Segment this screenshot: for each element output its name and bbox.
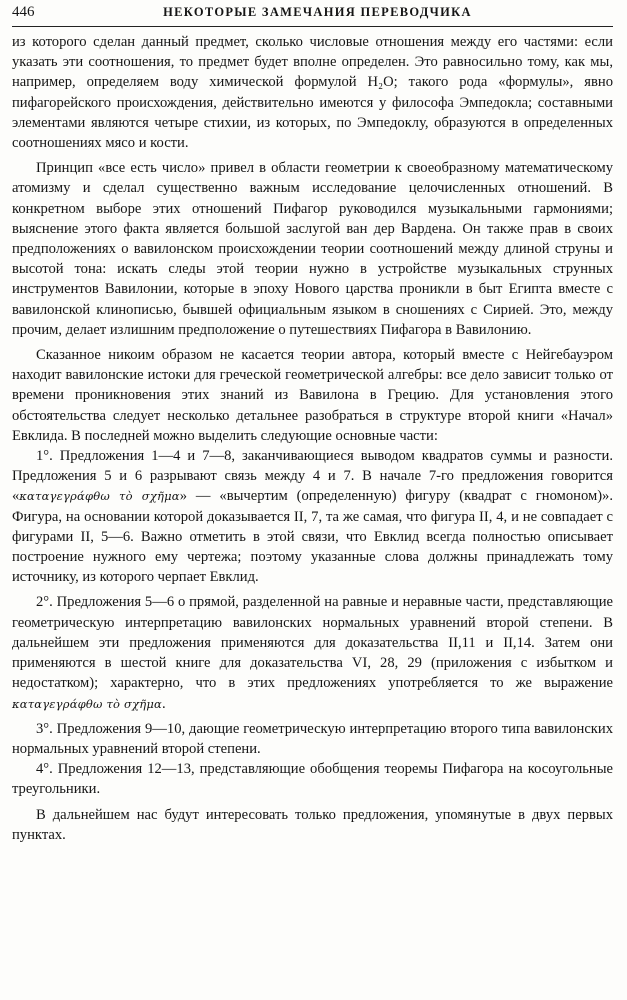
item-2 <box>12 592 613 713</box>
page-header <box>12 4 613 27</box>
item-1 <box>12 446 613 587</box>
paragraph-closing: В дальнейшем нас будут интересовать только предложения, упомянутые в двух первых пунктах. <box>12 806 613 843</box>
item-3: 3°. Предложения 9—10, дающие геометрическую интерпретацию второго типа вавилонских нормальных уравнений второй степени. <box>12 720 613 757</box>
paragraph-neugebauer: Сказанное никоим образом не касается теории автора, который вместе с Нейгебауэром находит вавилонские истоки для греческой геометрической алгебры: все дело зависит только от времени проникновения этих знаний из Вавилона в Грецию. Для установления этого обстоятельства следует несколько детальнее разобраться в структуре второй книги «Начал» Евклида. В последней можно выделить следующие основные части: <box>12 347 613 444</box>
running-title: НЕКОТОРЫЕ ЗАМЕЧАНИЯ ПЕРЕВОДЧИКА <box>163 5 472 19</box>
item-1-text-b: » — «вычертим (определенную) фигуру (квадрат с гномоном)». Фигура, на основании которой доказывается II, 7, та же самая, что фигура II, 4, и не совпадает с фигурами II, 5—6. Важно отметить в этой связи, что Евклид всегда полностью описывает построение нужного ему чертежа; поэтому указанные слова должны принадлежать тому источнику, из которого черпает Евклид. <box>12 488 614 586</box>
page-number: 446 <box>12 4 35 20</box>
paragraph-continuation: из которого сделан данный предмет, сколько числовые отношения между его частями: если указать эти соотношения, то предмет будет вполне определен. Это равносильно тому, как мы, например, определяем воду химической формулой H₂O; такого рода «формулы», явно пифагорейского происхождения, действительно имеются у философа Эмпедокла; составными элементами являются четыре стихии, из которых, по Эмпедоклу, образуются в определенных соотношениях мясо и кости. <box>12 34 613 152</box>
greek-phrase: καταγεγράφθω τὸ σχῆμα <box>12 696 162 711</box>
item-2-text-b: . <box>161 695 166 712</box>
item-2-text-a: 2°. Предложения 5—6 о прямой, разделенной на равные и неравные части, представляющие геометрическую интерпретацию вавилонских нормальных уравнений второй степени. В дальнейшем эти предложения применяются для доказательства II,11 и II,14. Затем они применяются в шестой книге для доказательства VI, 28, 29 (приложения с избытком и недостатком); характерно, что в этих предложениях употребляется то же выражение <box>12 594 613 692</box>
page-body <box>12 32 613 845</box>
paragraph-principle: Принцип «все есть число» привел в области геометрии к своеобразному математическому атомизму и сделал существенно важным исследование целочисленных отношений. В конкретном выборе этих отношений Пифагор руководился музыкальными гармониями; выяснение этого факта является большой заслугой ван дер Вардена. Он также прав в своих предположениях о вавилонском происхождении теории соотношений между длиной струны и высотой тона: искать следы этой теории нужно в устройстве музыкальных струнных инструментов Вавилонии, которые в эпоху Нового царства проникли в быт Египта вместе с вавилонской клинописью, бывшей официальным языком в сношениях с Сирией. Это, между прочим, делает излишним предположение о путешествиях Пифагора в Вавилонию. <box>12 160 613 338</box>
item-4: 4°. Предложения 12—13, представляющие обобщения теоремы Пифагора на косоугольные треугольники. <box>12 761 613 798</box>
item-1-text-a: 1°. Предложения 1—4 и 7—8, заканчивающиеся выводом квадратов суммы и разности. Предложения 5 и 6 разрывают связь между 4 и 7. В начале 7-го предложения говорится « <box>12 448 613 505</box>
greek-phrase: καταγεγράφθω τὸ σχῆμα <box>19 489 180 504</box>
